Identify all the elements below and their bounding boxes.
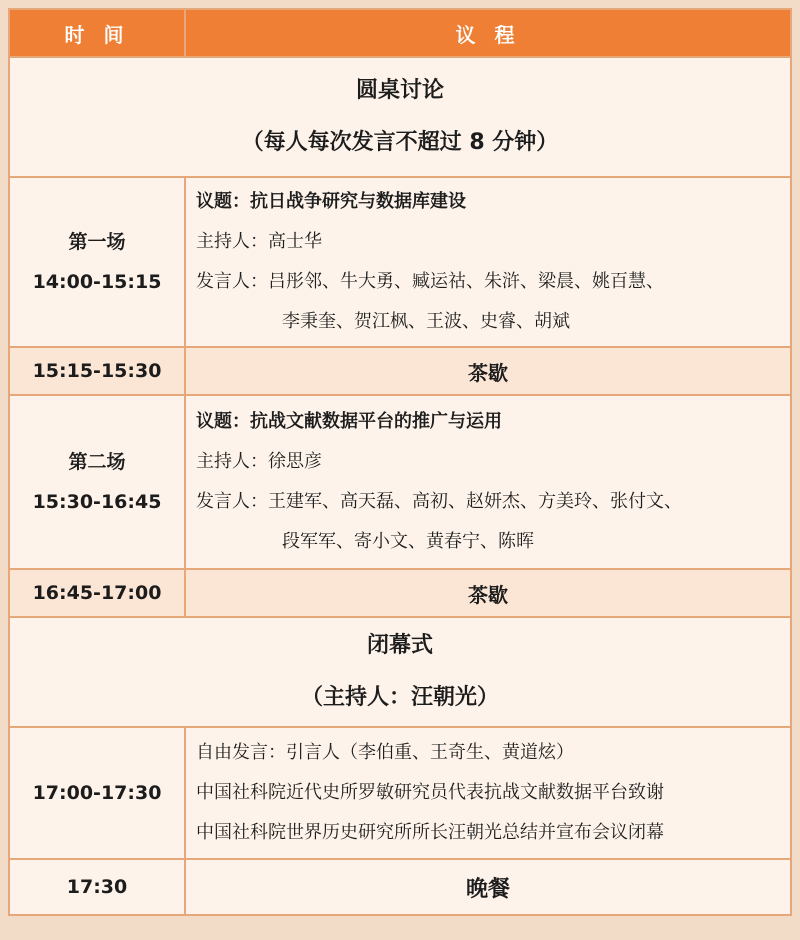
session1-time: 14:00-15:15 (32, 271, 162, 293)
session2-detail (185, 395, 791, 569)
session1-name: 第一场 (68, 231, 126, 253)
header-agenda: 议 程 (185, 9, 791, 57)
roundtable-cell (9, 57, 791, 177)
session2-time-cell (9, 395, 185, 569)
session2-speakers-1: 发言人：王建军、高天磊、高初、赵妍杰、方美玲、张付文、 (196, 491, 682, 512)
session1-speakers-1: 发言人：吕彤邻、牛大勇、臧运祜、朱浒、梁晨、姚百慧、 (196, 271, 664, 292)
roundtable-title: 圆桌讨论 (355, 78, 444, 103)
session2-name: 第二场 (68, 451, 126, 473)
dinner-row (9, 859, 791, 915)
roundtable-note: （每人每次发言不超过 8 分钟） (241, 130, 559, 155)
session2-row (9, 395, 791, 569)
closing-session-line2: 中国社科院近代史所罗敏研究员代表抗战文献数据平台致谢 (196, 782, 664, 803)
session1-topic: 议题：抗日战争研究与数据库建设 (196, 191, 466, 212)
session2-time: 15:30-16:45 (32, 491, 162, 513)
closing-cell (9, 617, 791, 727)
agenda-table (8, 8, 792, 916)
break2-label: 茶歇 (185, 569, 791, 617)
session1-time-cell (9, 177, 185, 347)
break2-time: 16:45-17:00 (9, 569, 185, 617)
break2-row (9, 569, 791, 617)
session2-host: 主持人：徐思彦 (196, 451, 322, 472)
session2-topic: 议题：抗战文献数据平台的推广与运用 (196, 411, 502, 432)
closing-title: 闭幕式 (366, 633, 433, 658)
break1-row (9, 347, 791, 395)
session2-speakers-2: 段军军、寄小文、黄春宁、陈晖 (282, 531, 534, 552)
break1-label: 茶歇 (185, 347, 791, 395)
closing-session-row (9, 727, 791, 859)
header-row (9, 9, 791, 57)
closing-host: （主持人：汪朝光） (300, 685, 499, 710)
closing-session-line1: 自由发言：引言人（李伯重、王奇生、黄道炫） (196, 742, 574, 763)
break1-time: 15:15-15:30 (9, 347, 185, 395)
session1-speakers-2: 李秉奎、贺江枫、王波、史睿、胡斌 (282, 311, 570, 332)
session1-host: 主持人：高士华 (196, 231, 322, 252)
dinner-label: 晚餐 (185, 859, 791, 915)
closing-session-time: 17:00-17:30 (9, 727, 185, 859)
header-time: 时 间 (9, 9, 185, 57)
roundtable-row (9, 57, 791, 177)
closing-session-line3: 中国社科院世界历史研究所所长汪朝光总结并宣布会议闭幕 (196, 822, 664, 843)
session1-detail (185, 177, 791, 347)
dinner-time: 17:30 (9, 859, 185, 915)
closing-session-detail (185, 727, 791, 859)
closing-row (9, 617, 791, 727)
session1-row (9, 177, 791, 347)
